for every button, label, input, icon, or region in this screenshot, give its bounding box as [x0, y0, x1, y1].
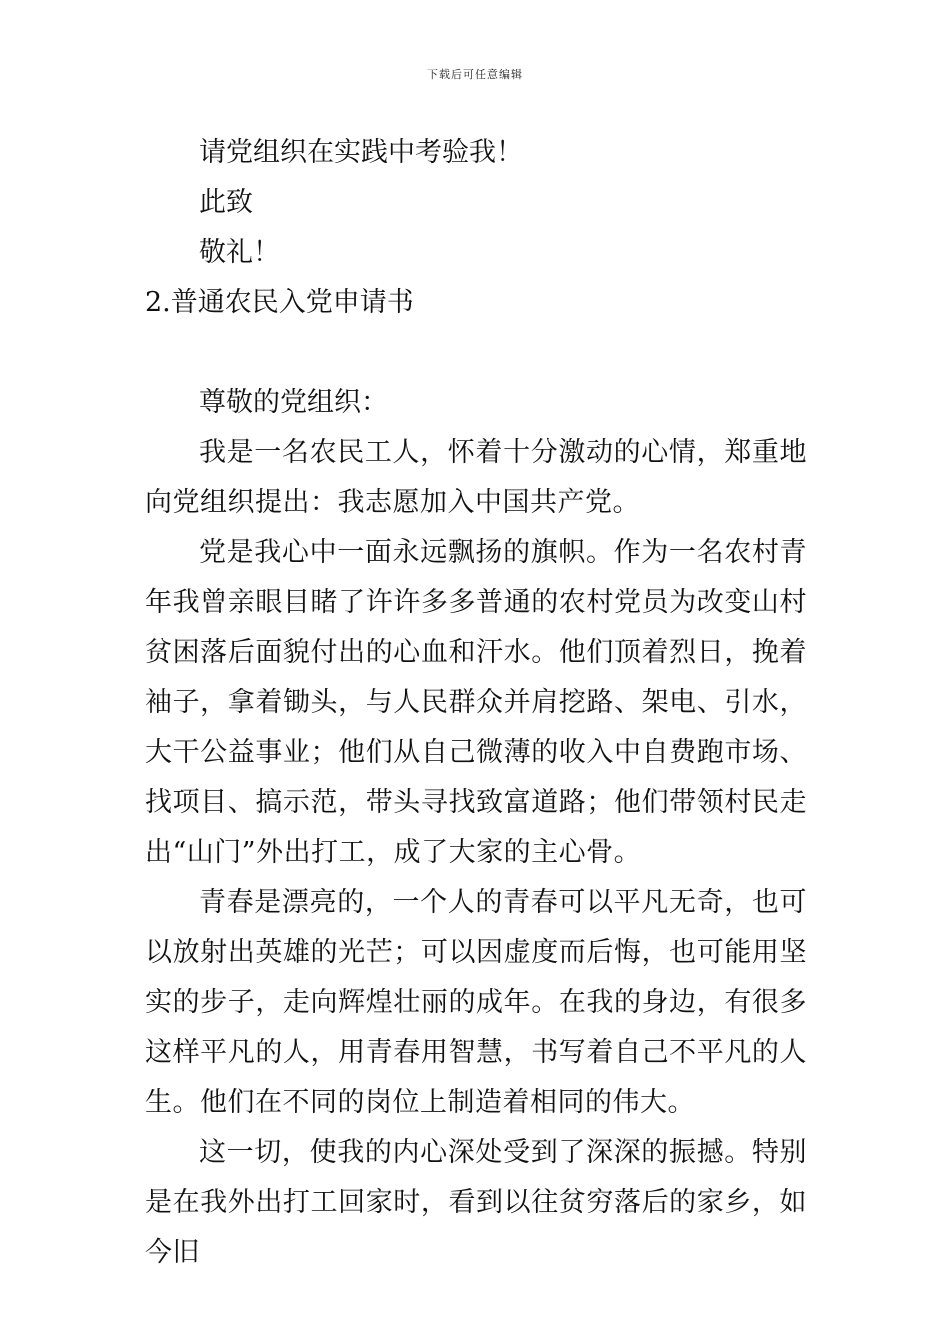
- closing-line-jingli: 敬礼！: [199, 237, 280, 268]
- paragraph-1: 我是一名农民工人，怀着十分激动的心情，郑重地向党组织提出：我志愿加入中国共产党。: [145, 437, 807, 518]
- paragraph-2: 党是我心中一面永远飘扬的旗帜。作为一名农村青年我曾亲眼目睹了许许多多普通的农村党员为改变山村贫困落后面貌付出的心血和汗水。他们顶着烈日，挽着袖子，拿着锄头，与人民群众并肩挖路、架电、引水，大干公益事业；他们从自己微薄的收入中自费跑市场、找项目、搞示范，带头寻找致富道路；他们带领村民走出“山门”外出打工，成了大家的主心骨。: [145, 537, 807, 868]
- paragraph-3: 青春是漂亮的，一个人的青春可以平凡无奇，也可以放射出英雄的光芒；可以因虚度而后悔，也可能用坚实的步子，走向辉煌壮丽的成年。在我的身边，有很多这样平凡的人，用青春用智慧，书写着自己不平凡的人生。他们在不同的岗位上制造着相同的伟大。: [145, 887, 807, 1118]
- blank-line: [145, 328, 807, 378]
- document-body: [145, 128, 807, 1278]
- section-title: 2.普通农民入党申请书: [145, 287, 414, 318]
- closing-line-exam: 请党组织在实践中考验我！: [199, 137, 523, 168]
- paragraph-4: 这一切，使我的内心深处受到了深深的振撼。特别是在我外出打工回家时，看到以往贫穷落后的家乡，如今旧: [145, 1137, 807, 1268]
- salutation: 尊敬的党组织：: [199, 387, 388, 418]
- page-header-note: 下载后可任意编辑: [427, 68, 523, 81]
- closing-line-cizhi: 此致: [199, 187, 253, 218]
